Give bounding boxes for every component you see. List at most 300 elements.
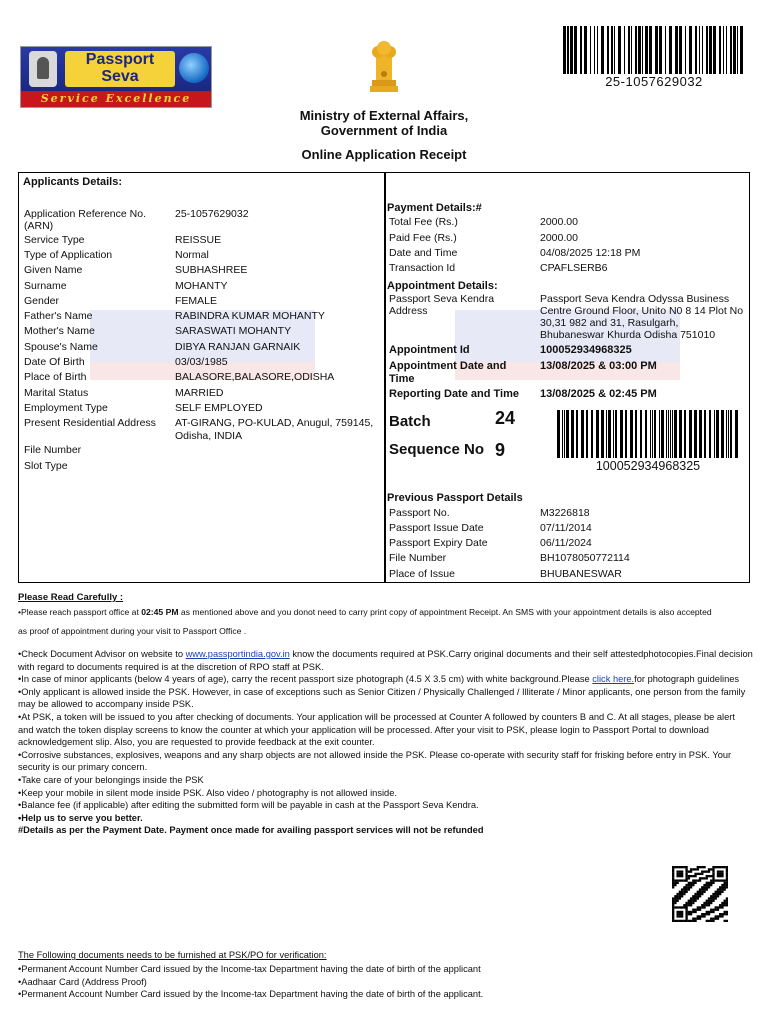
qr-module: [683, 893, 685, 895]
qr-module: [683, 904, 685, 906]
qr-module: [676, 879, 678, 881]
barcode-bar: [709, 26, 712, 74]
barcode-bar: [740, 26, 743, 74]
qr-module: [697, 915, 699, 917]
qr-module: [703, 886, 705, 888]
qr-module: [703, 870, 705, 872]
note-bullet: •Take care of your belongings inside the PSK: [18, 774, 204, 785]
qr-module: [685, 884, 687, 886]
qr-module: [712, 900, 714, 902]
appointment-datetime-label: Appointment Date and Time: [389, 360, 507, 385]
qr-module: [721, 873, 723, 875]
qr-module: [719, 873, 721, 875]
qr-module: [703, 915, 705, 917]
barcode-bar: [684, 410, 686, 458]
qr-module: [699, 888, 701, 890]
marital-status-value: MARRIED: [175, 387, 224, 399]
barcode-bar: [659, 26, 662, 74]
qr-module: [706, 904, 708, 906]
qr-module: [692, 920, 694, 922]
paid-fee-value: 2000.00: [540, 232, 578, 244]
qr-module: [703, 891, 705, 893]
qr-module: [721, 884, 723, 886]
barcode-bar: [601, 410, 604, 458]
qr-module: [688, 911, 690, 913]
qr-module: [719, 879, 721, 881]
qr-module: [706, 902, 708, 904]
barcode-bar: [659, 410, 660, 458]
spouse-name-value: DIBYA RANJAN GARNAIK: [175, 341, 301, 353]
qr-module: [679, 897, 681, 899]
qr-module: [694, 895, 696, 897]
qr-module: [724, 888, 726, 890]
arn-value: 25-1057629032: [175, 208, 249, 220]
qr-module: [692, 884, 694, 886]
qr-module: [701, 866, 703, 868]
qr-module: [712, 918, 714, 920]
service-type-label: Service Type: [24, 234, 85, 246]
qr-module: [676, 913, 678, 915]
qr-module: [685, 877, 687, 879]
arn-barcode: [563, 26, 745, 74]
qr-module: [679, 879, 681, 881]
qr-module: [688, 900, 690, 902]
barcode-bar: [615, 410, 617, 458]
total-fee-value: 2000.00: [540, 216, 578, 228]
barcode-bar: [631, 26, 632, 74]
notes-first-paragraph: [18, 607, 753, 618]
logo-brand: [65, 51, 175, 87]
barcode-bar: [675, 26, 678, 74]
qr-module: [719, 875, 721, 877]
qr-module: [712, 873, 714, 875]
qr-module: [683, 866, 685, 868]
qr-module: [726, 875, 728, 877]
qr-module: [712, 879, 714, 881]
qr-module: [726, 900, 728, 902]
appointment-section-title: Appointment Details:: [387, 280, 498, 292]
barcode-bar: [668, 410, 669, 458]
barcode-bar: [564, 410, 565, 458]
qr-module: [694, 897, 696, 899]
qr-module: [674, 897, 676, 899]
barcode-bar: [735, 410, 738, 458]
qr-module: [685, 913, 687, 915]
qr-module: [717, 870, 719, 872]
qr-module: [683, 879, 685, 881]
barcode-bar: [635, 26, 637, 74]
qr-module: [672, 915, 674, 917]
barcode-bar: [709, 410, 711, 458]
qr-module: [712, 909, 714, 911]
photo-guidelines-link[interactable]: click here.: [592, 674, 635, 685]
barcode-bar: [649, 26, 652, 74]
qr-module: [726, 879, 728, 881]
qr-module: [706, 888, 708, 890]
qr-module: [685, 911, 687, 913]
qr-module: [697, 873, 699, 875]
barcode-bar: [650, 410, 651, 458]
qr-module: [692, 911, 694, 913]
qr-module: [710, 897, 712, 899]
qr-module: [672, 884, 674, 886]
qr-module: [710, 902, 712, 904]
qr-module: [676, 906, 678, 908]
qr-module: [721, 886, 723, 888]
qr-module: [685, 915, 687, 917]
qr-module: [708, 900, 710, 902]
qr-module: [708, 875, 710, 877]
dob-label: Date Of Birth: [24, 356, 85, 368]
qr-module: [679, 873, 681, 875]
qr-module: [719, 915, 721, 917]
appointment-barcode: [557, 410, 739, 458]
note-minor-pre: •In case of minor applicants (below 4 years of age), carry the recent passport size photograph (4.5 X 3.5 cm) with white background.Please: [18, 674, 593, 685]
qr-module: [694, 882, 696, 884]
qr-module: [721, 888, 723, 890]
qr-module: [701, 886, 703, 888]
barcode-bar: [635, 410, 637, 458]
barcode-bar: [737, 26, 738, 74]
barcode-bar: [726, 410, 727, 458]
gender-value: FEMALE: [175, 295, 218, 307]
qr-module: [697, 895, 699, 897]
notes-first-post: as mentioned above and you donot need to carry print copy of appointment Receipt. An SMS with your appointment details is also accepted: [178, 607, 712, 617]
barcode-bar: [563, 26, 566, 74]
qr-module: [721, 866, 723, 868]
barcode-bar: [674, 410, 677, 458]
qr-module: [690, 884, 692, 886]
qr-module: [717, 879, 719, 881]
qr-module: [701, 904, 703, 906]
qr-module: [717, 895, 719, 897]
psk-address-value: Passport Seva Kendra Odyssa Business Centre Ground Floor, Unito N0 8 14 Plot No 30,31 982 and 31, Rasulgarh, Bhubaneswar Khurda Odisha 751010: [540, 293, 744, 341]
passport-seva-logo: [20, 46, 212, 108]
qr-module: [715, 893, 717, 895]
qr-module: [726, 886, 728, 888]
qr-module: [712, 866, 714, 868]
qr-module: [726, 882, 728, 884]
barcode-bar: [679, 410, 682, 458]
qr-module: [685, 902, 687, 904]
barcode-bar: [652, 410, 653, 458]
note-bullet: •Only applicant is allowed inside the PSK. However, in case of exceptions such as Senior Citizen / Physically Challenged / Illiterate / Minor applicants, one person from the family may be allowed to accompany inside PSK.: [18, 686, 746, 710]
qr-module: [710, 895, 712, 897]
qr-module: [724, 886, 726, 888]
qr-module: [710, 868, 712, 870]
appointment-id-label: Appointment Id: [389, 344, 470, 356]
barcode-bar: [606, 410, 607, 458]
qr-module: [706, 875, 708, 877]
qr-module: [717, 918, 719, 920]
qr-module: [683, 888, 685, 890]
qr-module: [676, 875, 678, 877]
qr-module: [692, 918, 694, 920]
qr-module: [721, 891, 723, 893]
qr-module: [679, 920, 681, 922]
qr-module: [685, 868, 687, 870]
note-bullet: •Balance fee (if applicable) after editing the submitted form will be payable in cash at the Passport Seva Kendra.: [18, 800, 479, 811]
qr-module: [721, 902, 723, 904]
qr-module: [726, 902, 728, 904]
arn-label: Application Reference No. (ARN): [24, 208, 146, 232]
gender-label: Gender: [24, 295, 60, 307]
sequence-value: 9: [495, 440, 506, 460]
qr-module: [674, 882, 676, 884]
qr-module: [726, 866, 728, 868]
qr-module: [685, 891, 687, 893]
qr-module: [724, 902, 726, 904]
qr-module: [679, 875, 681, 877]
qr-module: [679, 911, 681, 913]
qr-module: [690, 868, 692, 870]
qr-module: [688, 877, 690, 879]
qr-module: [672, 906, 674, 908]
barcode-bar: [620, 410, 623, 458]
qr-module: [672, 882, 674, 884]
qr-module: [685, 920, 687, 922]
barcode-bar: [689, 26, 692, 74]
qr-module: [694, 873, 696, 875]
qr-module: [701, 913, 703, 915]
qr-module: [672, 875, 674, 877]
address-label: Present Residential Address: [24, 417, 156, 429]
arn-barcode-text: 25-1057629032: [605, 74, 703, 89]
passportindia-link[interactable]: www.passportindia.gov.in: [185, 649, 290, 659]
qr-module: [681, 915, 683, 917]
qr-module: [679, 906, 681, 908]
qr-module: [688, 875, 690, 877]
barcode-bar: [699, 410, 702, 458]
psk-address-label: Passport Seva Kendra Address: [389, 293, 495, 317]
qr-module: [710, 909, 712, 911]
qr-module: [676, 870, 678, 872]
qr-module: [703, 884, 705, 886]
barcode-bar: [613, 410, 614, 458]
document-item: •Aadhaar Card (Address Proof): [18, 976, 147, 987]
expiry-date-label: Passport Expiry Date: [389, 537, 488, 549]
mother-name-value: SARASWATI MOHANTY: [175, 325, 292, 337]
passport-no-value: M3226818: [540, 507, 590, 519]
qr-module: [672, 904, 674, 906]
qr-module: [685, 886, 687, 888]
qr-module: [681, 888, 683, 890]
qr-module: [685, 909, 687, 911]
qr-module: [692, 868, 694, 870]
qr-module: [690, 920, 692, 922]
qr-module: [708, 870, 710, 872]
qr-module: [688, 920, 690, 922]
barcode-bar: [730, 410, 732, 458]
qr-module: [712, 875, 714, 877]
qr-module: [672, 920, 674, 922]
qr-module: [715, 906, 717, 908]
qr-module: [724, 884, 726, 886]
barcode-bar: [608, 410, 611, 458]
barcode-bar: [562, 410, 563, 458]
barcode-bar: [607, 26, 609, 74]
qr-module: [685, 866, 687, 868]
qr-module: [674, 900, 676, 902]
employment-type-label: Employment Type: [24, 402, 108, 414]
qr-module: [699, 895, 701, 897]
qr-module: [726, 913, 728, 915]
qr-module: [681, 920, 683, 922]
qr-module: [715, 909, 717, 911]
application-type-label: Type of Application: [24, 249, 113, 261]
barcode-bar: [716, 410, 719, 458]
qr-module: [672, 873, 674, 875]
qr-module: [692, 900, 694, 902]
qr-module: [706, 877, 708, 879]
qr-module: [672, 877, 674, 879]
qr-module: [697, 879, 699, 881]
qr-module: [679, 893, 681, 895]
total-fee-label: Total Fee (Rs.): [389, 216, 458, 228]
father-name-value: RABINDRA KUMAR MOHANTY: [175, 310, 325, 322]
qr-module: [672, 897, 674, 899]
notes-first-time: 02:45 PM: [141, 607, 179, 617]
barcode-bar: [723, 26, 724, 74]
issue-date-value: 07/11/2014: [540, 522, 592, 534]
qr-module: [708, 868, 710, 870]
note-minor: [18, 673, 753, 686]
qr-module: [701, 893, 703, 895]
logo-line2: Seva: [101, 68, 139, 85]
qr-module: [681, 879, 683, 881]
qr-module: [672, 902, 674, 904]
qr-module: [706, 911, 708, 913]
qr-module: [685, 906, 687, 908]
qr-module: [708, 882, 710, 884]
qr-module: [692, 909, 694, 911]
barcode-bar: [630, 410, 633, 458]
barcode-bar: [566, 410, 569, 458]
qr-module: [674, 866, 676, 868]
qr-module: [721, 906, 723, 908]
logo-tagline: Service Excellence: [21, 91, 211, 107]
qr-module: [717, 906, 719, 908]
qr-module: [719, 891, 721, 893]
qr-module: [701, 915, 703, 917]
qr-module: [688, 902, 690, 904]
qr-module: [699, 918, 701, 920]
qr-module: [710, 882, 712, 884]
appointment-barcode-text: 100052934968325: [595, 459, 701, 473]
qr-module: [690, 870, 692, 872]
barcode-bar: [654, 410, 656, 458]
qr-code: [672, 866, 728, 922]
qr-module: [715, 897, 717, 899]
qr-module: [703, 866, 705, 868]
qr-module: [717, 915, 719, 917]
qr-module: [672, 911, 674, 913]
barcode-bar: [625, 410, 627, 458]
qr-module: [681, 911, 683, 913]
barcode-bar: [670, 410, 671, 458]
previous-passport-section-title: Previous Passport Details: [387, 492, 523, 504]
qr-module: [692, 875, 694, 877]
qr-module: [690, 911, 692, 913]
qr-module: [676, 897, 678, 899]
barcode-bar: [567, 26, 569, 74]
qr-module: [694, 909, 696, 911]
paid-fee-label: Paid Fee (Rs.): [389, 232, 457, 244]
receipt-title: Online Application Receipt: [301, 147, 467, 162]
place-of-issue-label: Place of Issue: [389, 568, 455, 580]
qr-module: [712, 920, 714, 922]
qr-module: [699, 915, 701, 917]
qr-module: [679, 913, 681, 915]
qr-module: [681, 873, 683, 875]
qr-module: [697, 893, 699, 895]
note-advisor-pre: •Check Document Advisor on website to: [18, 649, 186, 659]
qr-module: [681, 875, 683, 877]
qr-module: [699, 879, 701, 881]
qr-module: [672, 866, 674, 868]
qr-module: [710, 920, 712, 922]
qr-module: [688, 884, 690, 886]
qr-module: [676, 893, 678, 895]
qr-module: [688, 888, 690, 890]
appointment-id-value: 100052934968325: [540, 344, 632, 356]
qr-module: [699, 873, 701, 875]
qr-module: [708, 897, 710, 899]
documents-heading: The Following documents needs to be furnished at PSK/PO for verification:: [18, 950, 327, 960]
qr-module: [685, 888, 687, 890]
barcode-bar: [679, 26, 682, 74]
qr-module: [699, 909, 701, 911]
barcode-bar: [574, 26, 577, 74]
qr-module: [721, 915, 723, 917]
qr-module: [692, 882, 694, 884]
application-type-value: Normal: [175, 249, 209, 261]
barcode-bar: [713, 26, 716, 74]
qr-module: [703, 877, 705, 879]
father-name-label: Father's Name: [24, 310, 93, 322]
qr-module: [681, 895, 683, 897]
qr-module: [690, 897, 692, 899]
qr-module: [679, 866, 681, 868]
note-advisor-post: know the documents required at PSK.Carry original documents and their self attestedphotocopies.Final decision with regard to documents required is at the discretion of RPO staff at PSK.: [18, 649, 753, 672]
note-help: •Help us to serve you better.: [18, 812, 143, 823]
barcode-bar: [726, 26, 727, 74]
barcode-bar: [581, 410, 584, 458]
transaction-id-value: CPAFLSERB6: [540, 262, 608, 274]
qr-module: [672, 918, 674, 920]
qr-module: [679, 870, 681, 872]
qr-module: [690, 882, 692, 884]
qr-module: [719, 866, 721, 868]
reporting-datetime-label: Reporting Date and Time: [389, 388, 519, 400]
document-item: •Permanent Account Number Card issued by the Income-tax Department having the date of birth of the applicant.: [18, 989, 484, 1000]
qr-module: [676, 866, 678, 868]
qr-module: [681, 906, 683, 908]
qr-module: [701, 877, 703, 879]
qr-module: [719, 870, 721, 872]
qr-module: [699, 893, 701, 895]
qr-module: [676, 895, 678, 897]
place-of-birth-label: Place of Birth: [24, 371, 87, 383]
qr-module: [717, 873, 719, 875]
qr-module: [692, 895, 694, 897]
qr-module: [701, 888, 703, 890]
qr-module: [724, 913, 726, 915]
qr-module: [710, 918, 712, 920]
qr-module: [676, 900, 678, 902]
qr-module: [672, 868, 674, 870]
qr-module: [685, 918, 687, 920]
